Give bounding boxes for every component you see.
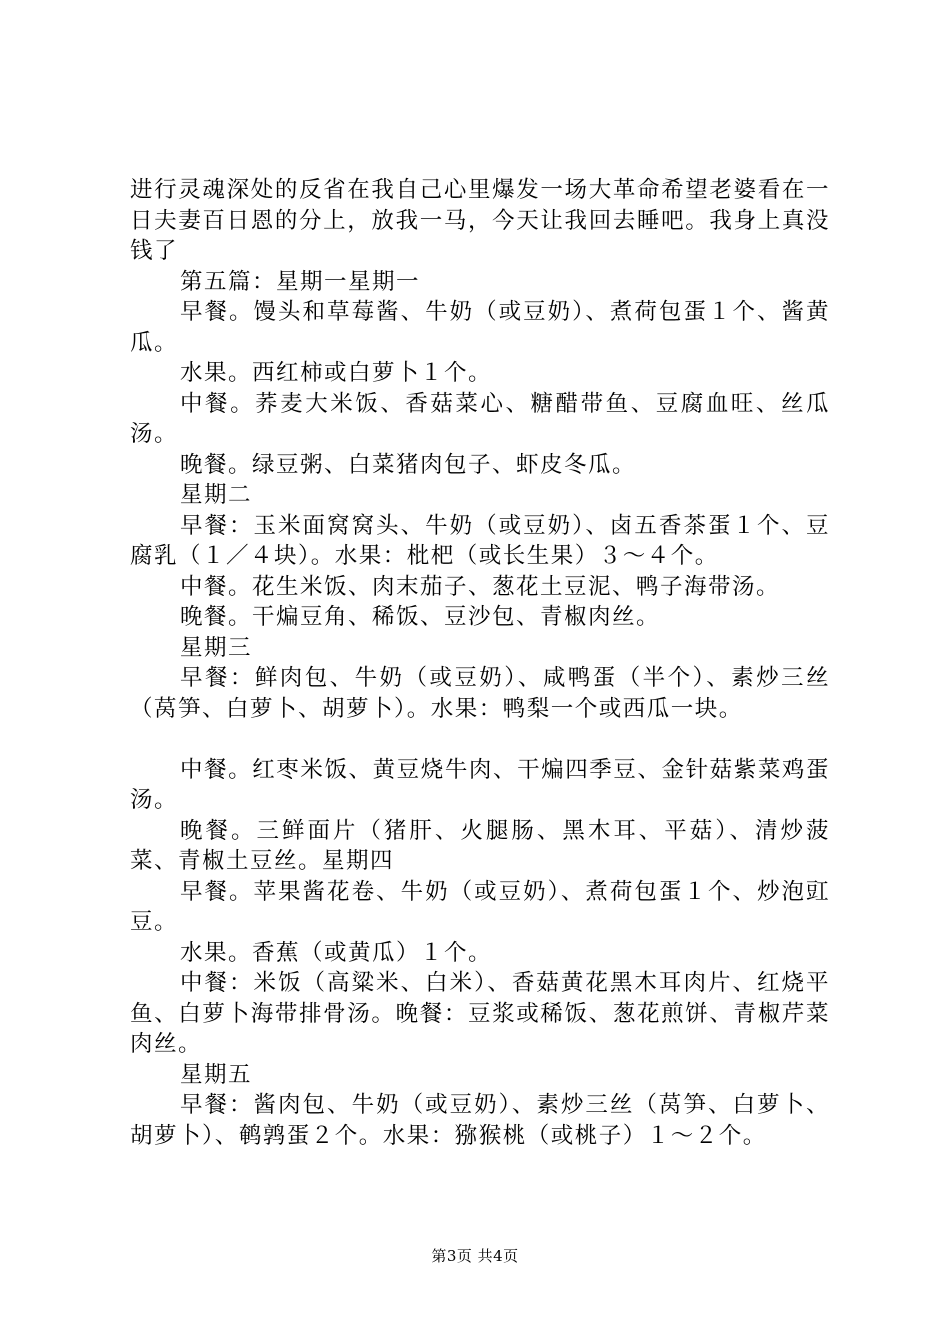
paragraph: 晚餐。绿豆粥、白菜猪肉包子、虾皮冬瓜。: [180, 451, 637, 478]
section-heading: 第五篇：星期一星期一: [180, 268, 421, 295]
paragraph: 早餐：酱肉包、牛奶（或豆奶）、素炒三丝（莴笋、白萝卜、胡萝卜）、鹌鹑蛋２个。水果：猕猴桃（或桃子）１～２个。: [130, 1092, 830, 1149]
paragraph: 早餐：鲜肉包、牛奶（或豆奶）、咸鸭蛋（半个）、素炒三丝（莴笋、白萝卜、胡萝卜）。水果：鸭梨一个或西瓜一块。: [130, 665, 830, 722]
paragraph: 早餐。馒头和草莓酱、牛奶（或豆奶）、煮荷包蛋１个、酱黄瓜。: [130, 299, 830, 356]
paragraph: 晚餐。三鲜面片（猪肝、火腿肠、黑木耳、平菇）、清炒菠菜、青椒土豆丝。星期四: [130, 817, 830, 874]
blank-line: [130, 724, 830, 755]
paragraph: 进行灵魂深处的反省在我自己心里爆发一场大革命希望老婆看在一日夫妻百日恩的分上，放我一马，今天让我回去睡吧。我身上真没钱了: [130, 177, 830, 264]
paragraph: 中餐。花生米饭、肉末茄子、葱花土豆泥、鸭子海带汤。: [180, 573, 781, 600]
paragraph: 水果。西红柿或白萝卜１个。: [180, 360, 493, 386]
day-heading: 星期三: [180, 634, 253, 661]
paragraph: 水果。香蕉（或黄瓜）１个。: [180, 939, 493, 966]
document-body: [130, 175, 830, 1151]
paragraph: 晚餐。干煸豆角、稀饭、豆沙包、青椒肉丝。: [180, 604, 661, 630]
paragraph: 中餐。荞麦大米饭、香菇菜心、糖醋带鱼、豆腐血旺、丝瓜汤。: [130, 390, 830, 447]
day-heading: 星期五: [180, 1061, 253, 1088]
paragraph: 早餐：玉米面窝窝头、牛奶（或豆奶）、卤五香茶蛋１个、豆腐乳（１／４块）。水果：枇杷（或长生果）３～４个。: [130, 512, 830, 569]
paragraph: 早餐。苹果酱花卷、牛奶（或豆奶）、煮荷包蛋１个、炒泡豇豆。: [130, 878, 830, 935]
paragraph: 中餐。红枣米饭、黄豆烧牛肉、干煸四季豆、金针菇紫菜鸡蛋汤。: [130, 756, 830, 813]
day-heading: 星期二: [180, 482, 253, 508]
page-number-footer: 第3页 共4页: [431, 1247, 519, 1265]
paragraph: 中餐：米饭（高粱米、白米）、香菇黄花黑木耳肉片、红烧平鱼、白萝卜海带排骨汤。晚餐：豆浆或稀饭、葱花煎饼、青椒芹菜肉丝。: [130, 970, 830, 1057]
